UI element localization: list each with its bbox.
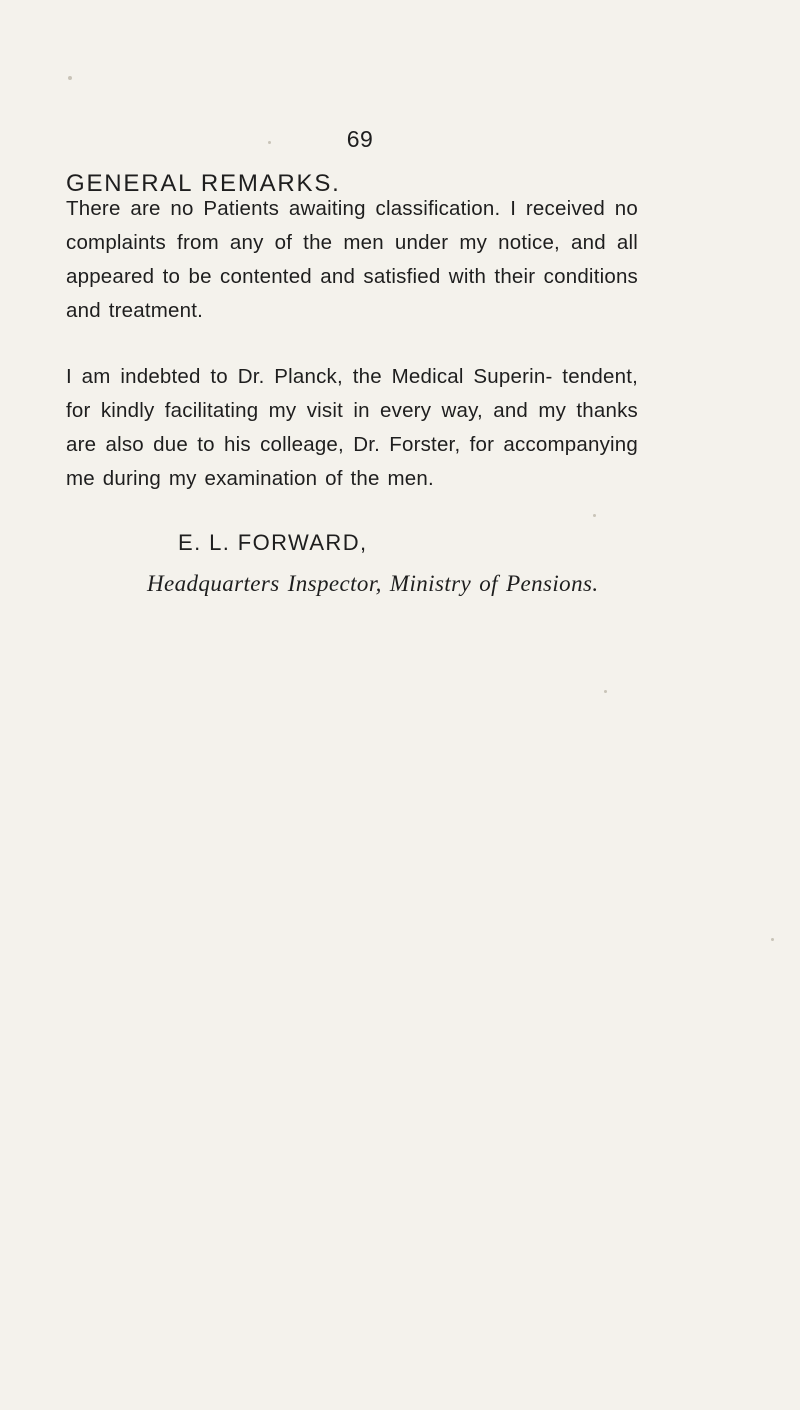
paragraph-2: I am indebted to Dr. Planck, the Medical Superin- tendent, for kindly facilitating my visit in every way, and my thanks are also due to his colleage, Dr. Forster, for accompanying me during my examination of the men. (66, 365, 638, 490)
page-number: 69 (346, 126, 374, 152)
signature-name: E. L. FORWARD, (178, 530, 368, 555)
paragraph-1: There are no Patients awaiting classification. I received no complaints from any of the men under my notice, and all appeared to be contented and satisfied with their conditions and treatment. (66, 197, 638, 322)
paper-speck (68, 76, 72, 80)
signature-title: Headquarters Inspector, Ministry of Pensions. (147, 571, 599, 596)
section-heading: GENERAL REMARKS. (66, 170, 341, 197)
paper-speck (604, 690, 607, 693)
paper-speck (268, 141, 271, 144)
paper-speck (771, 938, 774, 941)
paper-speck (593, 514, 596, 517)
